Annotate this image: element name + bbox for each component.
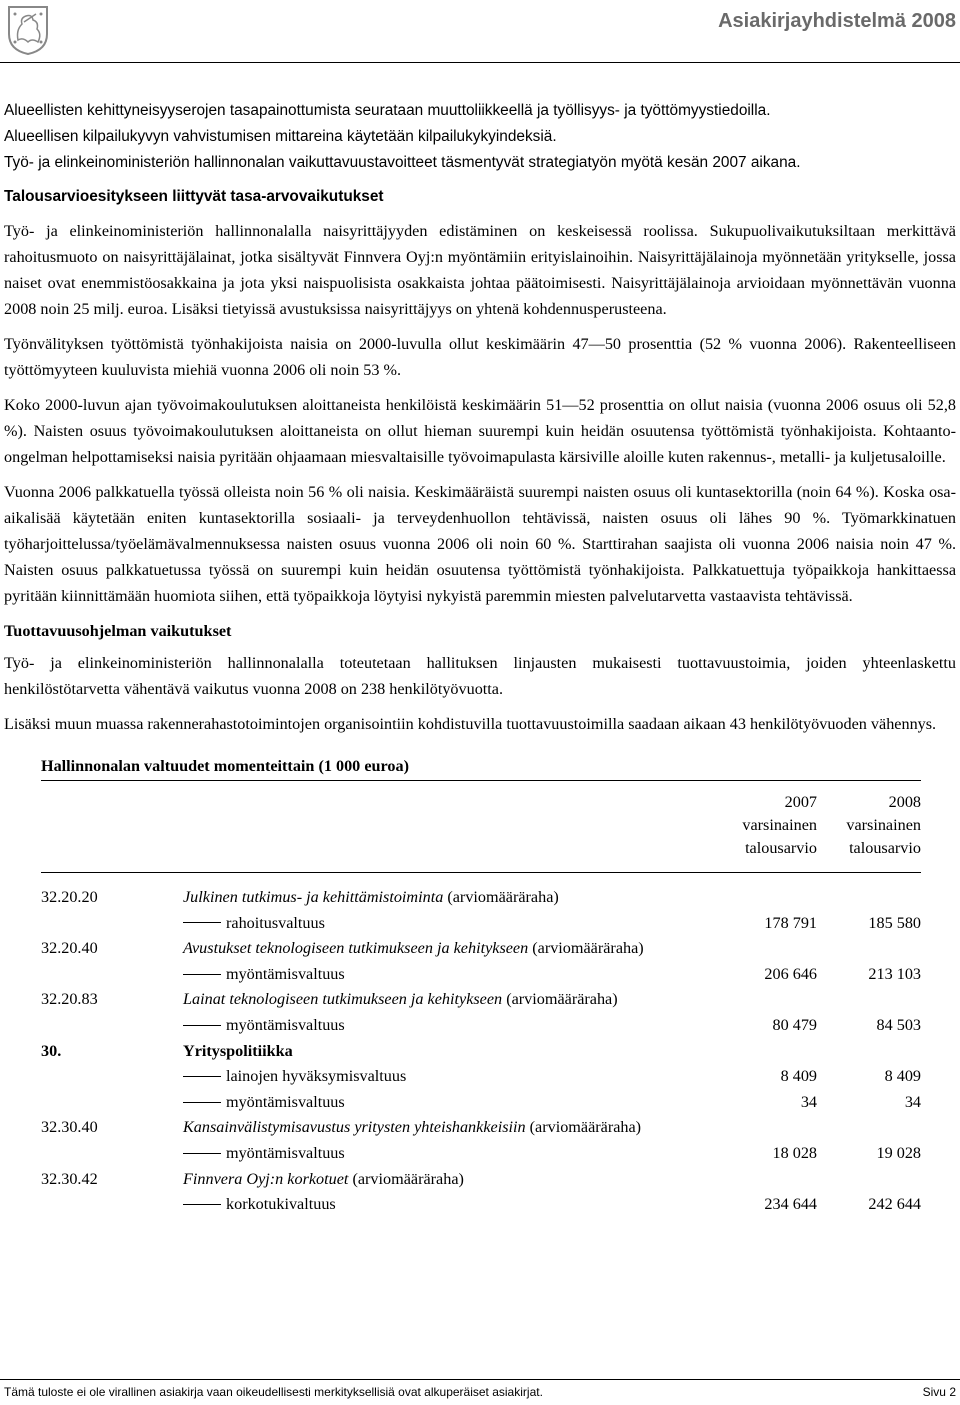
authorizations-table-body [41,885,921,1218]
empty-cell [713,1039,817,1065]
empty-cell [817,1167,921,1193]
paragraph-productivity-1: Työ- ja elinkeinoministeriön hallinnonalalla toteutetaan hallituksen linjausten mukaisesti tuottavuustoimia, joiden yhteenlaskettu henkilöstötarvetta vähentävä vaikutus vuonna 2008 on 238 henkilötyövuotta. [4,654,956,698]
authorization-label-text: myöntämisvaltuus [226,1143,345,1162]
empty-cell [713,987,817,1013]
paragraph-wage-subsidy: Vuonna 2006 palkkatuella työssä olleista noin 56 % oli naisia. Keskimääräistä suurempi naisten osuus oli kuntasektorilla (noin 64 %). Koska osa-aikalisää käytetään eniten kuntasektorilla sosiaali- ja terveydenhuollon tehtävissä, naisten osuus oli lähes 90 %. Työmarkkinatuen työharjoittelussa/työelämävalmennuksessa naisten osuus vuonna 2006 oli noin 60 %. Starttirahan saajista oli vuonna 2006 naisia noin 47 %. Naisten osuus palkkatuetussa työssä on suurempi kuin heidän osuutensa työttömistä työnhakijoista. Palkkatuettuja työpaikkoja hankittaessa pyritään kiinnittämään huomiota siihen, että työpaikkoja löytyisi nykyistä paremmin miesten palvelutarvetta vastaavista tehtävissä. [4,483,956,605]
moment-title [183,1039,713,1065]
moment-title-italic: Finnvera Oyj:n korkotuet [183,1169,349,1188]
paragraph-productivity-2: Lisäksi muun muassa rakennerahastotoimintojen organisointiin kohdistuvilla tuottavuustoimilla saadaan aikaan 43 henkilötyövuoden vähennys. [4,715,937,733]
table-row [41,1039,921,1065]
moment-title-italic: Lainat teknologiseen tutkimukseen ja kehitykseen [183,990,503,1009]
footer-disclaimer: Tämä tuloste ei ole virallinen asiakirja vaan oikeudellisesti merkityksellisiä ovat alkuperäiset asiakirjat. [4,1385,543,1399]
empty-cell [41,911,183,937]
value-2007: 234 644 [764,1195,817,1214]
value-2007: 34 [800,1092,817,1111]
paragraph-training: Koko 2000-luvun ajan työvoimakoulutuksen aloittaneista henkilöistä keskimäärin 51—52 prosenttia on ollut naisia (vuonna 2006 osuus oli 52,8 %). Naisten osuus työvoimakoulutuksen aloittaneista on ollut hieman suurempi kuin heidän osuutensa työttömistä työnhakijoista. Kohtaanto-ongelman helpottamiseksi naisia pyritään ohjaamaan miesvaltaisille työvoimapulasta kärsiville aloille kuten rakennus-, metalli- ja kuljetusaloille. [4,396,956,466]
value-2008: 84 503 [876,1015,921,1034]
moment-title [183,936,713,962]
empty-cell [713,1167,817,1193]
authorizations-table [41,753,921,1218]
page-footer [4,1385,956,1399]
empty-cell [41,1090,183,1116]
em-dash [183,1025,221,1026]
empty-cell [713,1115,817,1141]
moment-code: 32.20.40 [41,939,98,958]
value-2008: 213 103 [868,964,921,983]
value-2007: 178 791 [764,913,817,932]
column-2007-type: varsinainen [742,816,817,834]
moment-appropriation-type: (arviomääräraha) [502,990,618,1009]
column-2007-year: 2007 [784,793,817,811]
moment-code: 32.30.42 [41,1169,98,1188]
value-2008: 34 [904,1092,921,1111]
intro-line-1: Alueellisten kehittyneisyyserojen tasapainottumista seurataan muuttoliikkeellä ja työllisyys- ja työttömyystiedoilla. [4,102,771,119]
table-header-rule [41,872,921,873]
page-number: Sivu 2 [922,1385,956,1399]
coat-of-arms-logo [6,4,50,56]
moment-title-italic: Kansainvälistymisavustus yritysten yhteishankkeisiin [183,1118,526,1137]
value-2007: 18 028 [772,1143,817,1162]
moment-appropriation-type: (arviomääräraha) [348,1169,464,1188]
em-dash [183,974,221,975]
empty-cell [41,1064,183,1090]
moment-title [183,885,713,911]
table-row [41,1013,921,1039]
authorization-label [183,1192,713,1218]
document-title: Asiakirjayhdistelmä 2008 [718,10,956,32]
empty-cell [41,962,183,988]
empty-cell [713,885,817,911]
authorization-label [183,962,713,988]
moment-title [183,1167,713,1193]
table-row [41,962,921,988]
em-dash [183,1102,221,1103]
column-2008-type: varsinainen [846,816,921,834]
table-row [41,1064,921,1090]
column-2008-year: 2008 [888,793,921,811]
table-row [41,1167,921,1193]
table-row [41,911,921,937]
authorization-label [183,1064,713,1090]
moment-code: 32.20.20 [41,888,98,906]
intro-line-2: Alueellisen kilpailukyvyn vahvistumisen mittareina käytetään kilpailukykyindeksiä. [4,128,557,145]
authorization-label-text: rahoitusvaltuus [226,913,325,932]
document-body [4,98,956,1218]
authorization-label [183,1141,713,1167]
moment-title-bold: Yrityspolitiikka [183,1041,293,1060]
value-2007: 80 479 [772,1015,817,1034]
em-dash [183,1204,221,1205]
table-row [41,1192,921,1218]
moment-title-italic: Julkinen tutkimus- ja kehittämistoiminta [183,888,444,906]
authorization-label [183,1090,713,1116]
table-row [41,1141,921,1167]
value-2007: 8 409 [780,1067,817,1086]
paragraph-unemployed: Työnvälityksen työttömistä työnhakijoista naisia on 2000-luvulla ollut keskimäärin 47—50 prosenttia (52 % vuonna 2006). Rakenteelliseen työttömyyteen kuuluvista miehiä vuonna 2006 oli noin 53 %. [4,335,956,379]
empty-cell [817,885,921,911]
authorization-label-text: lainojen hyväksymisvaltuus [226,1067,407,1086]
section-heading-productivity: Tuottavuusohjelman vaikutukset [4,622,232,640]
paragraph-entrepreneurship: Työ- ja elinkeinoministeriön hallinnonalalla naisyrittäjyyden edistäminen on keskeisessä roolissa. Sukupuolivaikutuksiltaan merkittävä rahoitusmuoto on naisyrittäjälainat, jotka sisältyvät Finnvera Oyj:n myöntämiin erityislainoihin. Naisyrittäjälainoja myönnetään yritykselle, jossa naiset ovat enemmistöosakkaina ja jota yksi naispuolisista osakkaista johtaa päätoimisesti. Naisyrittäjälainoja arvioidaan myönnettävän vuonna 2008 noin 25 milj. euroa. Lisäksi tietyissä avustuksissa naisyrittäjyys on yhtenä kohdennusperusteena. [4,222,956,318]
header-divider [0,62,960,63]
table-row [41,936,921,962]
table-title: Hallinnonalan valtuudet momenteittain (1 000 euroa) [41,753,921,781]
moment-title [183,1115,713,1141]
value-2008: 185 580 [868,913,921,932]
moment-code: 32.30.40 [41,1118,98,1137]
empty-cell [817,936,921,962]
section-heading-equality: Talousarvioesitykseen liittyvät tasa-arvovaikutukset [4,188,384,205]
column-2008-budget: talousarvio [849,839,921,857]
em-dash [183,922,221,923]
table-row [41,885,921,911]
table-row [41,987,921,1013]
moment-appropriation-type: (arviomääräraha) [528,939,644,958]
authorization-label [183,911,713,937]
moment-title-italic: Avustukset teknologiseen tutkimukseen ja kehitykseen [183,939,529,958]
authorization-label-text: myöntämisvaltuus [226,1015,345,1034]
moment-code: 32.20.83 [41,990,98,1009]
column-header-2008 [817,791,921,860]
value-2008: 242 644 [868,1195,921,1214]
authorization-label-text: myöntämisvaltuus [226,964,345,983]
page-header [0,0,960,62]
empty-cell [817,987,921,1013]
moment-code: 30. [41,1041,62,1060]
empty-cell [713,936,817,962]
em-dash [183,1076,221,1077]
intro-line-3: Työ- ja elinkeinoministeriön hallinnonalan vaikuttavuustavoitteet täsmentyvät strategiatyön myötä kesän 2007 aikana. [4,154,801,171]
value-2008: 8 409 [884,1067,921,1086]
column-header-2007 [713,791,817,860]
footer-divider [0,1379,960,1380]
authorization-label [183,1013,713,1039]
value-2008: 19 028 [876,1143,921,1162]
empty-cell [41,1013,183,1039]
authorization-label-text: korkotukivaltuus [226,1195,336,1214]
empty-cell [817,1115,921,1141]
moment-appropriation-type: (arviomääräraha) [443,888,559,906]
value-2007: 206 646 [764,964,817,983]
table-row [41,1115,921,1141]
table-column-headers [41,791,921,860]
table-row [41,1090,921,1116]
empty-cell [41,1192,183,1218]
empty-cell [817,1039,921,1065]
column-2007-budget: talousarvio [745,839,817,857]
moment-appropriation-type: (arviomääräraha) [525,1118,642,1137]
moment-title [183,987,713,1013]
empty-cell [41,1141,183,1167]
em-dash [183,1153,221,1154]
authorization-label-text: myöntämisvaltuus [226,1092,345,1111]
